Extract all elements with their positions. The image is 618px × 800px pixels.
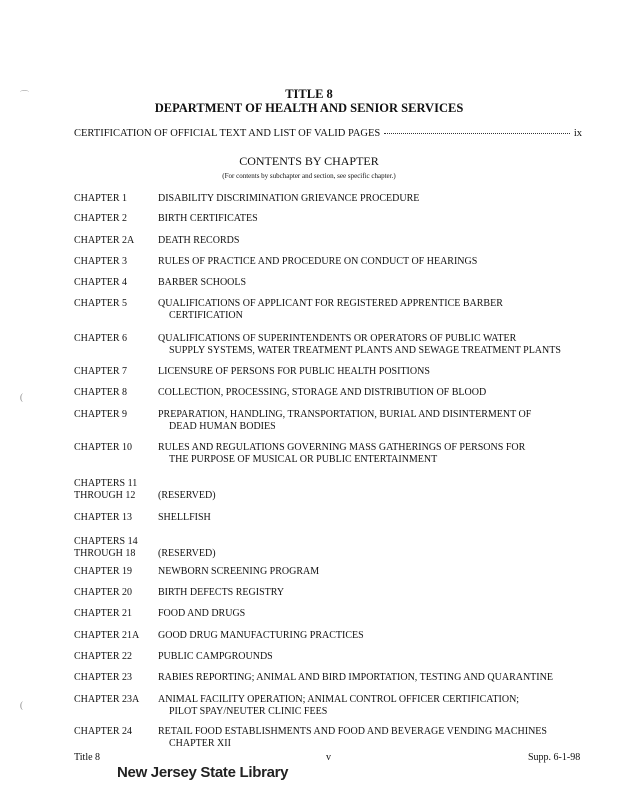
chapter-title-line1: DEATH RECORDS	[158, 235, 240, 246]
chapter-title-line1: SHELLFISH	[158, 512, 211, 523]
chapter-title	[158, 726, 588, 750]
chapter-title-line1: BIRTH CERTIFICATES	[158, 213, 258, 224]
chapter-title-line1: NEWBORN SCREENING PROGRAM	[158, 566, 320, 577]
footer-supplement: Supp. 6-1-98	[528, 752, 581, 763]
chapter-label: CHAPTER 24	[74, 726, 133, 737]
chapter-title-line1: BIRTH DEFECTS REGISTRY	[158, 587, 285, 598]
chapter-label: CHAPTER 1	[74, 193, 128, 204]
scan-mark: ⌒	[20, 90, 30, 100]
certification-text: CERTIFICATION OF OFFICIAL TEXT AND LIST OF VALID PAGES	[74, 128, 381, 139]
contents-heading: CONTENTS BY CHAPTER	[239, 154, 379, 168]
contents-subheading: (For contents by subchapter and section, see specific chapter.)	[222, 172, 396, 180]
chapter-label: CHAPTER 3	[74, 256, 128, 267]
chapter-title-line1: RULES OF PRACTICE AND PROCEDURE ON CONDUCT OF HEARINGS	[158, 256, 478, 267]
chapter-title-line1: PUBLIC CAMPGROUNDS	[158, 651, 273, 662]
chapter-title-line1: QUALIFICATIONS OF APPLICANT FOR REGISTERED APPRENTICE BARBER	[158, 298, 503, 309]
chapter-title-line1: QUALIFICATIONS OF SUPERINTENDENTS OR OPERATORS OF PUBLIC WATER	[158, 333, 517, 344]
chapter-title-line2: PILOT SPAY/NEUTER CLINIC FEES	[169, 706, 328, 717]
chapter-title-line1: PREPARATION, HANDLING, TRANSPORTATION, BURIAL AND DISINTERMENT OF	[158, 409, 532, 420]
title-number: TITLE 8	[285, 87, 333, 101]
chapter-label: CHAPTER 2	[74, 213, 128, 224]
chapter-label: CHAPTER 13	[74, 512, 133, 523]
chapter-title-line1: ANIMAL FACILITY OPERATION; ANIMAL CONTROL OFFICER CERTIFICATION;	[158, 694, 520, 705]
chapter-label: CHAPTER 21	[74, 608, 133, 619]
chapter-title	[158, 277, 588, 289]
chapter-title	[158, 566, 588, 578]
department-title: DEPARTMENT OF HEALTH AND SENIOR SERVICES	[154, 101, 464, 115]
chapter-title	[158, 235, 588, 247]
chapter-title	[158, 193, 588, 205]
chapter-label: CHAPTER 22	[74, 651, 133, 662]
chapter-title-line2: SUPPLY SYSTEMS, WATER TREATMENT PLANTS AND SEWAGE TREATMENT PLANTS	[169, 345, 561, 356]
chapter-label: CHAPTER 6	[74, 333, 128, 344]
chapter-label: CHAPTER 10	[74, 442, 133, 453]
chapter-title-line1: (RESERVED)	[158, 548, 216, 559]
chapter-title	[158, 672, 588, 684]
chapter-title	[158, 694, 588, 718]
chapter-title	[158, 387, 588, 399]
chapter-title-line1: GOOD DRUG MANUFACTURING PRACTICES	[158, 630, 364, 641]
chapter-title-line2: THE PURPOSE OF MUSICAL OR PUBLIC ENTERTAINMENT	[169, 454, 438, 465]
chapter-title-line1: RETAIL FOOD ESTABLISHMENTS AND FOOD AND BEVERAGE VENDING MACHINES	[158, 726, 547, 737]
chapter-label-line1: CHAPTERS 14	[74, 536, 138, 547]
chapter-label-line2: THROUGH 18	[74, 548, 136, 559]
footer-title: Title 8	[74, 752, 101, 763]
chapter-label: CHAPTER 23A	[74, 694, 140, 705]
certification-page: ix	[573, 128, 582, 139]
chapter-title	[158, 333, 588, 357]
chapter-label: CHAPTER 23	[74, 672, 133, 683]
chapter-title	[158, 587, 588, 599]
chapter-title	[158, 298, 588, 322]
chapter-title-line2: CERTIFICATION	[169, 310, 243, 321]
chapter-label: CHAPTER 19	[74, 566, 133, 577]
chapter-label	[74, 536, 154, 560]
chapter-title-line1: COLLECTION, PROCESSING, STORAGE AND DISTRIBUTION OF BLOOD	[158, 387, 487, 398]
chapter-label: CHAPTER 8	[74, 387, 128, 398]
chapter-label-line1: CHAPTERS 11	[74, 478, 138, 489]
chapter-label: CHAPTER 4	[74, 277, 128, 288]
library-stamp: New Jersey State Library	[117, 764, 289, 781]
chapter-title	[158, 512, 588, 524]
chapter-title	[158, 630, 588, 642]
chapter-label: CHAPTER 21A	[74, 630, 140, 641]
chapter-title-line1: RULES AND REGULATIONS GOVERNING MASS GATHERINGS OF PERSONS FOR	[158, 442, 526, 453]
chapter-label: CHAPTER 9	[74, 409, 128, 420]
chapter-label-line2: THROUGH 12	[74, 490, 136, 501]
chapter-label: CHAPTER 20	[74, 587, 133, 598]
chapter-title	[158, 651, 588, 663]
chapter-label: CHAPTER 7	[74, 366, 128, 377]
chapter-title-line1: LICENSURE OF PERSONS FOR PUBLIC HEALTH POSITIONS	[158, 366, 430, 377]
scan-mark: (	[20, 392, 23, 402]
chapter-label: CHAPTER 2A	[74, 235, 135, 246]
certification-line	[74, 128, 582, 139]
chapter-title	[158, 548, 588, 560]
chapter-title-line1: BARBER SCHOOLS	[158, 277, 247, 288]
chapter-title-line2: CHAPTER XII	[169, 738, 231, 749]
chapter-title	[158, 213, 588, 225]
chapter-title-line2: DEAD HUMAN BODIES	[169, 421, 276, 432]
chapter-title	[158, 442, 588, 466]
footer-page-number: v	[326, 752, 331, 763]
chapter-label: CHAPTER 5	[74, 298, 128, 309]
chapter-title-line1: RABIES REPORTING; ANIMAL AND BIRD IMPORTATION, TESTING AND QUARANTINE	[158, 672, 553, 683]
chapter-title	[158, 366, 588, 378]
scan-mark: (	[20, 700, 23, 710]
chapter-title-line1: (RESERVED)	[158, 490, 216, 501]
chapter-title	[158, 490, 588, 502]
chapter-title-line1: DISABILITY DISCRIMINATION GRIEVANCE PROCEDURE	[158, 193, 420, 204]
chapter-title-line1: FOOD AND DRUGS	[158, 608, 246, 619]
chapter-label	[74, 478, 154, 502]
chapter-title	[158, 256, 588, 268]
dot-leader	[384, 133, 570, 134]
chapter-title	[158, 608, 588, 620]
chapter-title	[158, 409, 588, 433]
